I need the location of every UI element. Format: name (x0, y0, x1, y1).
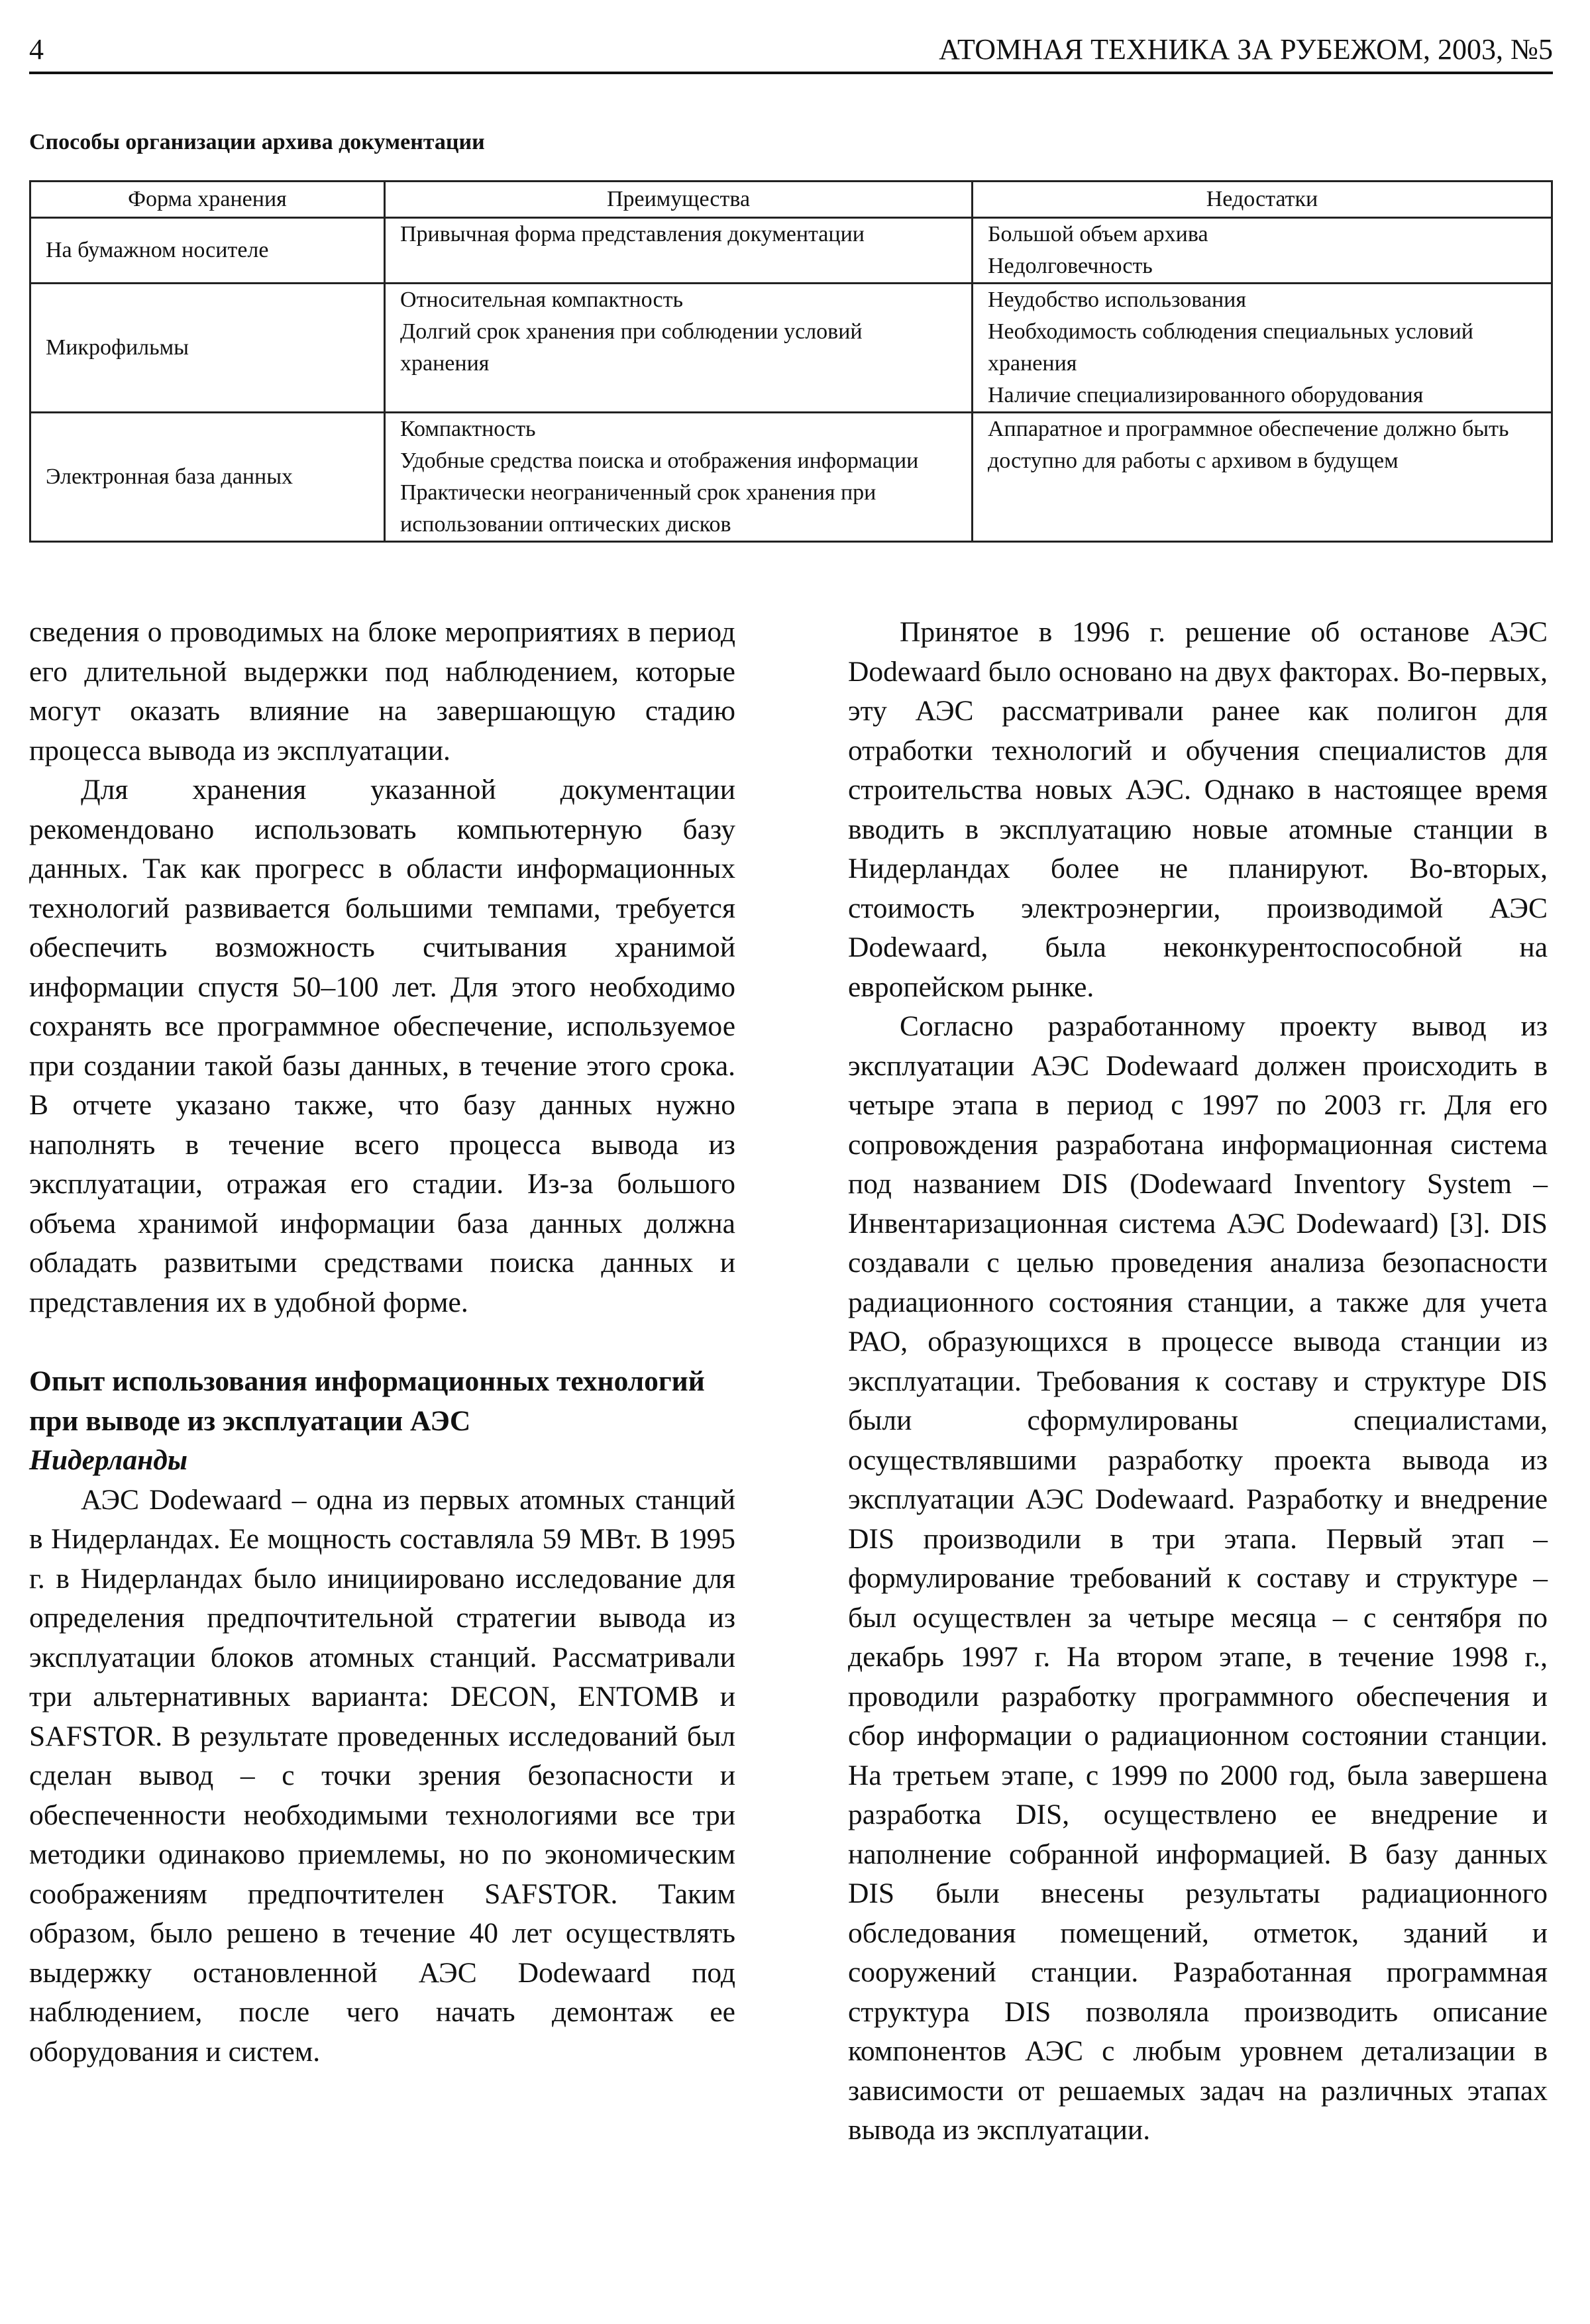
pros-item: Практически неограниченный срок хранения при использовании оптических дисков (400, 480, 876, 537)
paragraph: Согласно разработанному проекту вывод из эксплуатации АЭС Dodewaard должен происходить в четыре этапа в период с 1997 по 2003 гг. Для его сопровождения разработана информационная система под названием DIS (Dodewaard Inventory System – Инвентаризационная система АЭС Dodewaard) [3]. DIS создавали с целью проведения анализа безопасности радиационного состояния станции, а также для учета РАО, образующихся в процессе вывода станции из эксплуатации. Требования к составу и структуре DIS были сформулированы специалистами, осуществлявшими разработку проекта вывода из эксплуатации АЭС Dodewaard. Разработку и внедрение DIS производили в три этапа. Первый этап – формулирование требований к составу и структуре – был осуществлен за четыре месяца – с сентября по декабрь 1997 г. На втором этапе, в течение 1998 г., проводили разработку программного обеспечения и сбор информации о радиационном состоянии станции. На третьем этапе, с 1999 по 2000 год, была завершена разработка DIS, осуществлено ее внедрение и наполнение собранной информацией. В базу данных DIS были внесены результаты радиационного обследования помещений, отметок, зданий и сооружений станции. Разработанная программная структура DIS позволяла производить описание компонентов АЭС с любым уровнем детализации в зависимости от решаемых задач на различных этапах вывода из эксплуатации. (848, 1010, 1548, 2146)
cons-cell (973, 413, 1552, 542)
pros-item: Компактность (400, 417, 536, 441)
storage-form-cell: На бумажном носителе (30, 218, 385, 284)
cons-item: Большой объем архива (988, 222, 1208, 246)
cons-item: Необходимость соблюдения специальных условий хранения (988, 319, 1473, 376)
table-row (30, 284, 1552, 413)
storage-form-cell: Микрофильмы (30, 284, 385, 413)
cons-item: Недолговечность (988, 254, 1153, 278)
pros-cell (385, 284, 973, 413)
cons-item: Аппаратное и программное обеспечение должно быть доступно для работы с архивом в будущем (988, 417, 1509, 473)
page-number: 4 (29, 33, 44, 66)
column-header: Форма хранения (30, 182, 385, 218)
column-header: Преимущества (385, 182, 973, 218)
cons-cell (973, 284, 1552, 413)
right-text-column (848, 613, 1548, 2150)
paragraph: АЭС Dodewaard – одна из первых атомных станций в Нидерландах. Ее мощность составляла 59 МВт. В 1995 г. в Нидерландах было инициировано исследование для определения предпочтительной стратегии вывода из эксплуатации блоков атомных станций. Рассматривали три альтернативных варианта: DECON, ENTOMB и SAFSTOR. В результате проведенных исследований был сделан вывод – с точки зрения безопасности и обеспеченности необходимыми технологиями все три методики одинаково приемлемы, но по экономическим соображениям предпочтителен SAFSTOR. Таким образом, было решено в течение 40 лет осуществлять выдержку остановленной АЭС Dodewaard под наблюдением, после чего начать демонтаж ее оборудования и систем. (29, 1483, 735, 2068)
table-title: Способы организации архива документации (29, 130, 485, 154)
journal-title: АТОМНАЯ ТЕХНИКА ЗА РУБЕЖОМ, 2003, №5 (939, 33, 1553, 66)
left-text-column (29, 613, 735, 2072)
page-header (29, 20, 1553, 74)
paragraph: Для хранения указанной документации рекомендовано использовать компьютерную базу данных. Так как прогресс в области информационных технологий развивается большими темпами, требуется обеспечить возможность считывания хранимой информации спустя 50–100 лет. Для этого необходимо сохранять все программное обеспечение, используемое при создании такой базы данных, в течение этого срока. В отчете указано также, что базу данных нужно наполнять в течение всего процесса вывода из эксплуатации, отражая его стадии. Из-за большого объема хранимой информации база данных должна обладать развитыми средствами поиска данных и представления их в удобной форме. (29, 774, 735, 1318)
pros-item: Привычная форма представления документации (400, 222, 865, 246)
pros-item: Удобные средства поиска и отображения информации (400, 449, 919, 473)
subsection-heading: Нидерланды (29, 1444, 187, 1476)
table-row (30, 218, 1552, 284)
storage-form-cell: Электронная база данных (30, 413, 385, 542)
pros-item: Относительная компактность (400, 288, 683, 312)
pros-cell (385, 218, 973, 284)
column-header: Недостатки (973, 182, 1552, 218)
table-row (30, 413, 1552, 542)
archive-methods-table (29, 180, 1553, 543)
cons-item: Наличие специализированного оборудования (988, 383, 1424, 407)
pros-cell (385, 413, 973, 542)
paragraph: сведения о проводимых на блоке мероприятиях в период его длительной выдержки под наблюдением, которые могут оказать влияние на завершающую стадию процесса вывода из эксплуатации. (29, 616, 735, 766)
paragraph: Принятое в 1996 г. решение об останове АЭС Dodewaard было основано на двух факторах. Во-первых, эту АЭС рассматривали ранее как полигон для отработки технологий и обучения специалистов для строительства новых АЭС. Однако в настоящее время вводить в эксплуатацию новые атомные станции в Нидерландах более не планируют. Во-вторых, стоимость электроэнергии, производимой АЭС Dodewaard, была неконкурентоспособной на европейском рынке. (848, 616, 1548, 1003)
cons-item: Неудобство использования (988, 288, 1246, 312)
pros-item: Долгий срок хранения при соблюдении условий хранения (400, 319, 863, 376)
cons-cell (973, 218, 1552, 284)
table-header-row (30, 182, 1552, 218)
section-heading: Опыт использования информационных технологий при выводе из эксплуатации АЭС (29, 1365, 705, 1437)
